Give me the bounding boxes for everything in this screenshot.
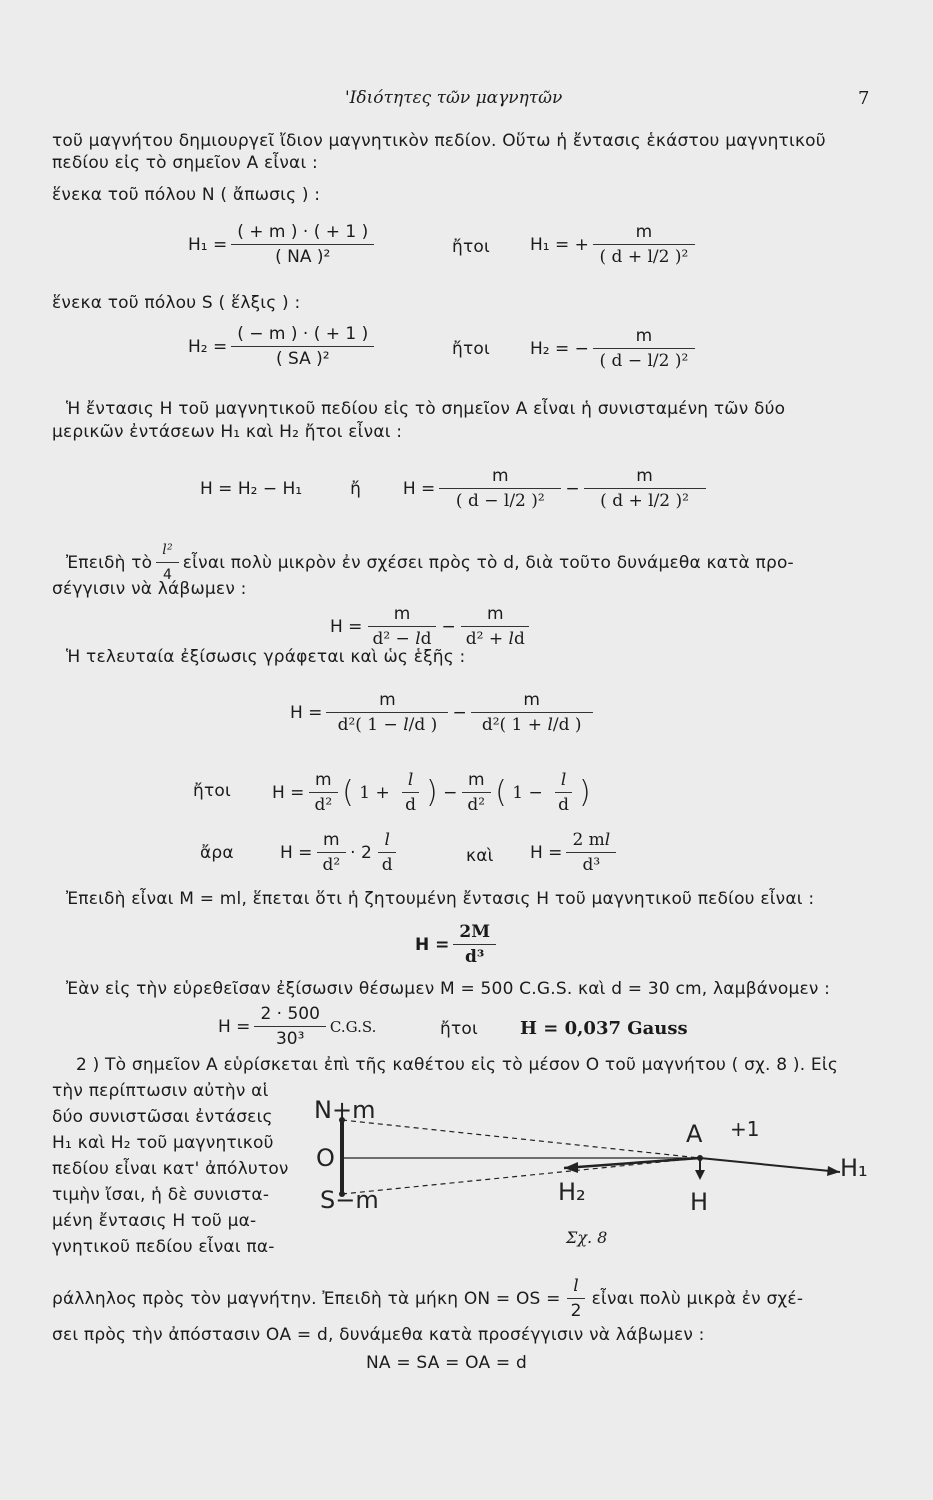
label-south: S−m — [320, 1186, 379, 1214]
fraction: $\frac{l}{d}$ — [399, 770, 422, 815]
equation-result: H = $\frac{m}{\text{d²}}$ · 2 l d — [280, 830, 403, 875]
label-h: H — [690, 1188, 709, 1216]
numerator: m — [593, 326, 695, 349]
line-sa — [342, 1158, 700, 1194]
label-point-a: A — [686, 1120, 703, 1148]
denominator: ( d + l/2 )² — [600, 491, 689, 511]
fraction: $\frac{l}{d}$ — [552, 770, 575, 815]
text-line: ἕνεκα τοῦ πόλου Ν ( ἄπωσις ) : — [52, 185, 321, 205]
text-line: τιμὴν ἴσαι, ἡ δὲ συνιστα- — [52, 1185, 270, 1205]
fraction: $\frac{m}{\text{d²}}$ — [316, 830, 346, 875]
fraction: $\frac{m}{\text{d²( 1 − l/d )}}$ — [326, 690, 448, 735]
equation-expanded: H = $\frac{m}{\text{d²}}$ ( 1 + $\frac{l}{d}$ ) − $\frac{m}{\text{d²}}$ ( 1 − $\frac{l}{d}$ ) — [272, 770, 591, 815]
fraction: $\frac{m}{\text{d²}}$ — [461, 770, 491, 815]
text-line: τὴν περίπτωσιν αὐτὴν αἱ — [52, 1081, 269, 1101]
text-line: Ἐπειδὴ εἶναι Μ = ml, ἕπεται ὅτι ἡ ζητουμένη ἔντασις Η τοῦ μαγνητικοῦ πεδίου εἶναι : — [66, 889, 815, 909]
line-na — [342, 1120, 700, 1158]
itoi-word: ἤτοι — [452, 339, 490, 359]
equation-calc — [218, 1004, 376, 1049]
numerator: m — [439, 466, 561, 489]
text-line: Ἡ ἔντασις Η τοῦ μαγνητικοῦ πεδίου εἰς τὸ σημεῖον Α εἶναι ἡ συνισταμένη τῶν δύο — [66, 399, 786, 419]
eq-lhs: H₂ = − — [530, 338, 589, 359]
numerator: l — [567, 1276, 585, 1299]
equation-h-sum: H = H₂ − H₁ ἤ H = $\frac{m}{\text{( d − l/2 )²}}$ − $\frac{m}{\text{( d + l/2 )²}}$ — [200, 466, 710, 511]
fraction — [593, 326, 695, 371]
text-span: Ἐπειδὴ τὸ — [66, 552, 153, 573]
itoi-word: ἤτοι — [440, 1019, 478, 1039]
vector-h1 — [700, 1158, 840, 1172]
fraction: $\frac{2 ml}{\text{d³}}$ — [566, 830, 616, 875]
text-line: γνητικοῦ πεδίου εἶναι πα- — [52, 1237, 275, 1257]
eq-lhs: H₁ = — [188, 234, 228, 255]
fraction: l d — [376, 830, 399, 875]
fraction — [254, 1004, 325, 1049]
equation-h2-expanded — [530, 326, 699, 371]
text-line: Ἡ τελευταία ἐξίσωσις γράφεται καὶ ὡς ἑξῆς : — [66, 647, 466, 667]
label-h1: H₁ — [840, 1154, 868, 1182]
or-word: ἤ — [350, 478, 361, 499]
unit: C.G.S. — [329, 1017, 377, 1036]
label-h2: H₂ — [558, 1178, 586, 1206]
text-line — [52, 1276, 803, 1321]
numerator: m — [593, 222, 695, 245]
text-line: δύο συνιστῶσαι ἐντάσεις — [52, 1107, 273, 1127]
final-equation: NA = SA = OA = d — [366, 1353, 527, 1373]
numerator: 2M — [453, 922, 496, 945]
text-line: μένη ἔντασις Η τοῦ μα- — [52, 1211, 257, 1231]
eq-lhs: H₂ = — [188, 336, 228, 357]
page-number: 7 — [858, 88, 870, 109]
text-line: σέγγισιν νὰ λάβωμεν : — [52, 579, 247, 599]
equation-h2 — [188, 324, 378, 369]
vector-h2 — [564, 1158, 700, 1168]
figure-caption: Σχ. 8 — [566, 1228, 608, 1247]
text-line: πεδίου εἰς τὸ σημεῖον Α εἶναι : — [52, 153, 318, 173]
numerator: l² — [156, 540, 179, 563]
numerator: ( − m ) · ( + 1 ) — [231, 324, 374, 347]
denominator: ( d + l/2 )² — [599, 247, 689, 267]
ara-word: ἄρα — [200, 843, 234, 863]
equation-h1 — [188, 222, 378, 267]
denominator: ( SA )² — [275, 349, 330, 369]
text-line: 2 ) Τὸ σημεῖον Α εὑρίσκεται ἐπὶ τῆς καθέτου εἰς τὸ μέσον Ο τοῦ μαγνήτου ( σχ. 8 ). Εἰς — [76, 1055, 838, 1075]
text-span: ράλληλος πρὸς τὸν μαγνήτην. Ἐπειδὴ τὰ μήκη ΟΝ = ΟS = — [52, 1288, 561, 1309]
eq-lhs: H = — [415, 934, 450, 955]
itoi-word: ἤτοι — [452, 237, 490, 257]
fraction: $\frac{m}{\text{d²}}$ — [308, 770, 338, 815]
denominator: 30³ — [275, 1029, 305, 1049]
eq-lhs: H = — [402, 478, 436, 499]
point-a-dot — [697, 1155, 703, 1161]
label-north: N+m — [314, 1096, 376, 1124]
text-line: ἕνεκα τοῦ πόλου S ( ἕλξις ) : — [52, 293, 301, 313]
running-header: 'Ιδιότητες τῶν μαγνητῶν — [345, 88, 563, 108]
kai-word: καὶ — [466, 846, 494, 866]
arrowhead-h — [695, 1170, 705, 1180]
denominator: d³ — [465, 947, 485, 967]
fraction: $\frac{m}{\text{d² + ld}}$ — [460, 604, 531, 649]
label-origin: O — [316, 1144, 335, 1172]
fraction — [584, 466, 706, 511]
fraction — [453, 922, 496, 967]
text-span: εἶναι πολὺ μικρὰ ἐν σχέ- — [591, 1288, 804, 1309]
numerator: 2 · 500 — [254, 1004, 325, 1027]
fraction — [439, 466, 561, 511]
equation-rewritten: H = $\frac{m}{\text{d²( 1 − l/d )}}$ − $\frac{m}{\text{d²( 1 + l/d )}}$ — [290, 690, 597, 735]
equation-approx: H = $\frac{m}{\text{d² − ld}}$ − $\frac{m}{\text{d² + ld}}$ — [330, 604, 535, 649]
text-line: μερικῶν ἐντάσεων Η₁ καὶ Η₂ ἤτοι εἶναι : — [52, 422, 403, 442]
text-line: σει πρὸς τὴν ἀπόστασιν ΟΑ = d, δυνάμεθα κατὰ προσέγγισιν νὰ λάβωμεν : — [52, 1325, 705, 1345]
equation-boxed — [415, 922, 500, 967]
fraction — [231, 324, 374, 369]
fraction: $\frac{m}{\text{d² − ld}}$ — [366, 604, 437, 649]
fraction — [231, 222, 374, 267]
eq-lhs: H = H₂ − H₁ — [200, 478, 303, 499]
result-value: H = 0,037 Gauss — [520, 1018, 688, 1039]
denominator: 4 — [162, 567, 173, 583]
label-unit-charge: +1 — [730, 1117, 760, 1141]
fraction — [565, 1276, 588, 1321]
numerator: m — [584, 466, 706, 489]
denominator: ( NA )² — [275, 247, 331, 267]
text-line: Ἐὰν εἰς τὴν εὑρεθεῖσαν ἐξίσωσιν θέσωμεν Μ = 500 C.G.S. καὶ d = 30 cm, λαμβάνομεν : — [66, 979, 831, 999]
denominator: 2 — [570, 1301, 582, 1321]
text-line: τοῦ μαγνήτου δημιουργεῖ ἴδιον μαγνητικὸν πεδίον. Οὕτω ἡ ἔντασις ἑκάστου μαγνητικοῦ — [52, 131, 826, 151]
text-line: Η₁ καὶ Η₂ τοῦ μαγνητικοῦ — [52, 1133, 274, 1153]
fraction — [593, 222, 695, 267]
equation-h1-expanded — [530, 222, 699, 267]
denominator: ( d − l/2 )² — [455, 491, 545, 511]
fraction: $\frac{m}{\text{d²( 1 + l/d )}}$ — [471, 690, 593, 735]
figure-8-diagram — [300, 1090, 880, 1250]
equation-result-2: H = $\frac{2 ml}{\text{d³}}$ — [530, 830, 620, 875]
itoi-word: ἤτοι — [193, 781, 231, 801]
denominator: ( d − l/2 )² — [599, 351, 689, 371]
text-span: εἶναι πολὺ μικρὸν ἐν σχέσει πρὸς τὸ d, διὰ τοῦτο δυνάμεθα κατὰ προ- — [182, 552, 794, 573]
text-line: πεδίου εἶναι κατ' ἀπόλυτον — [52, 1159, 289, 1179]
eq-lhs: H = — [218, 1016, 251, 1037]
numerator: ( + m ) · ( + 1 ) — [231, 222, 374, 245]
eq-lhs: H₁ = + — [530, 234, 589, 255]
